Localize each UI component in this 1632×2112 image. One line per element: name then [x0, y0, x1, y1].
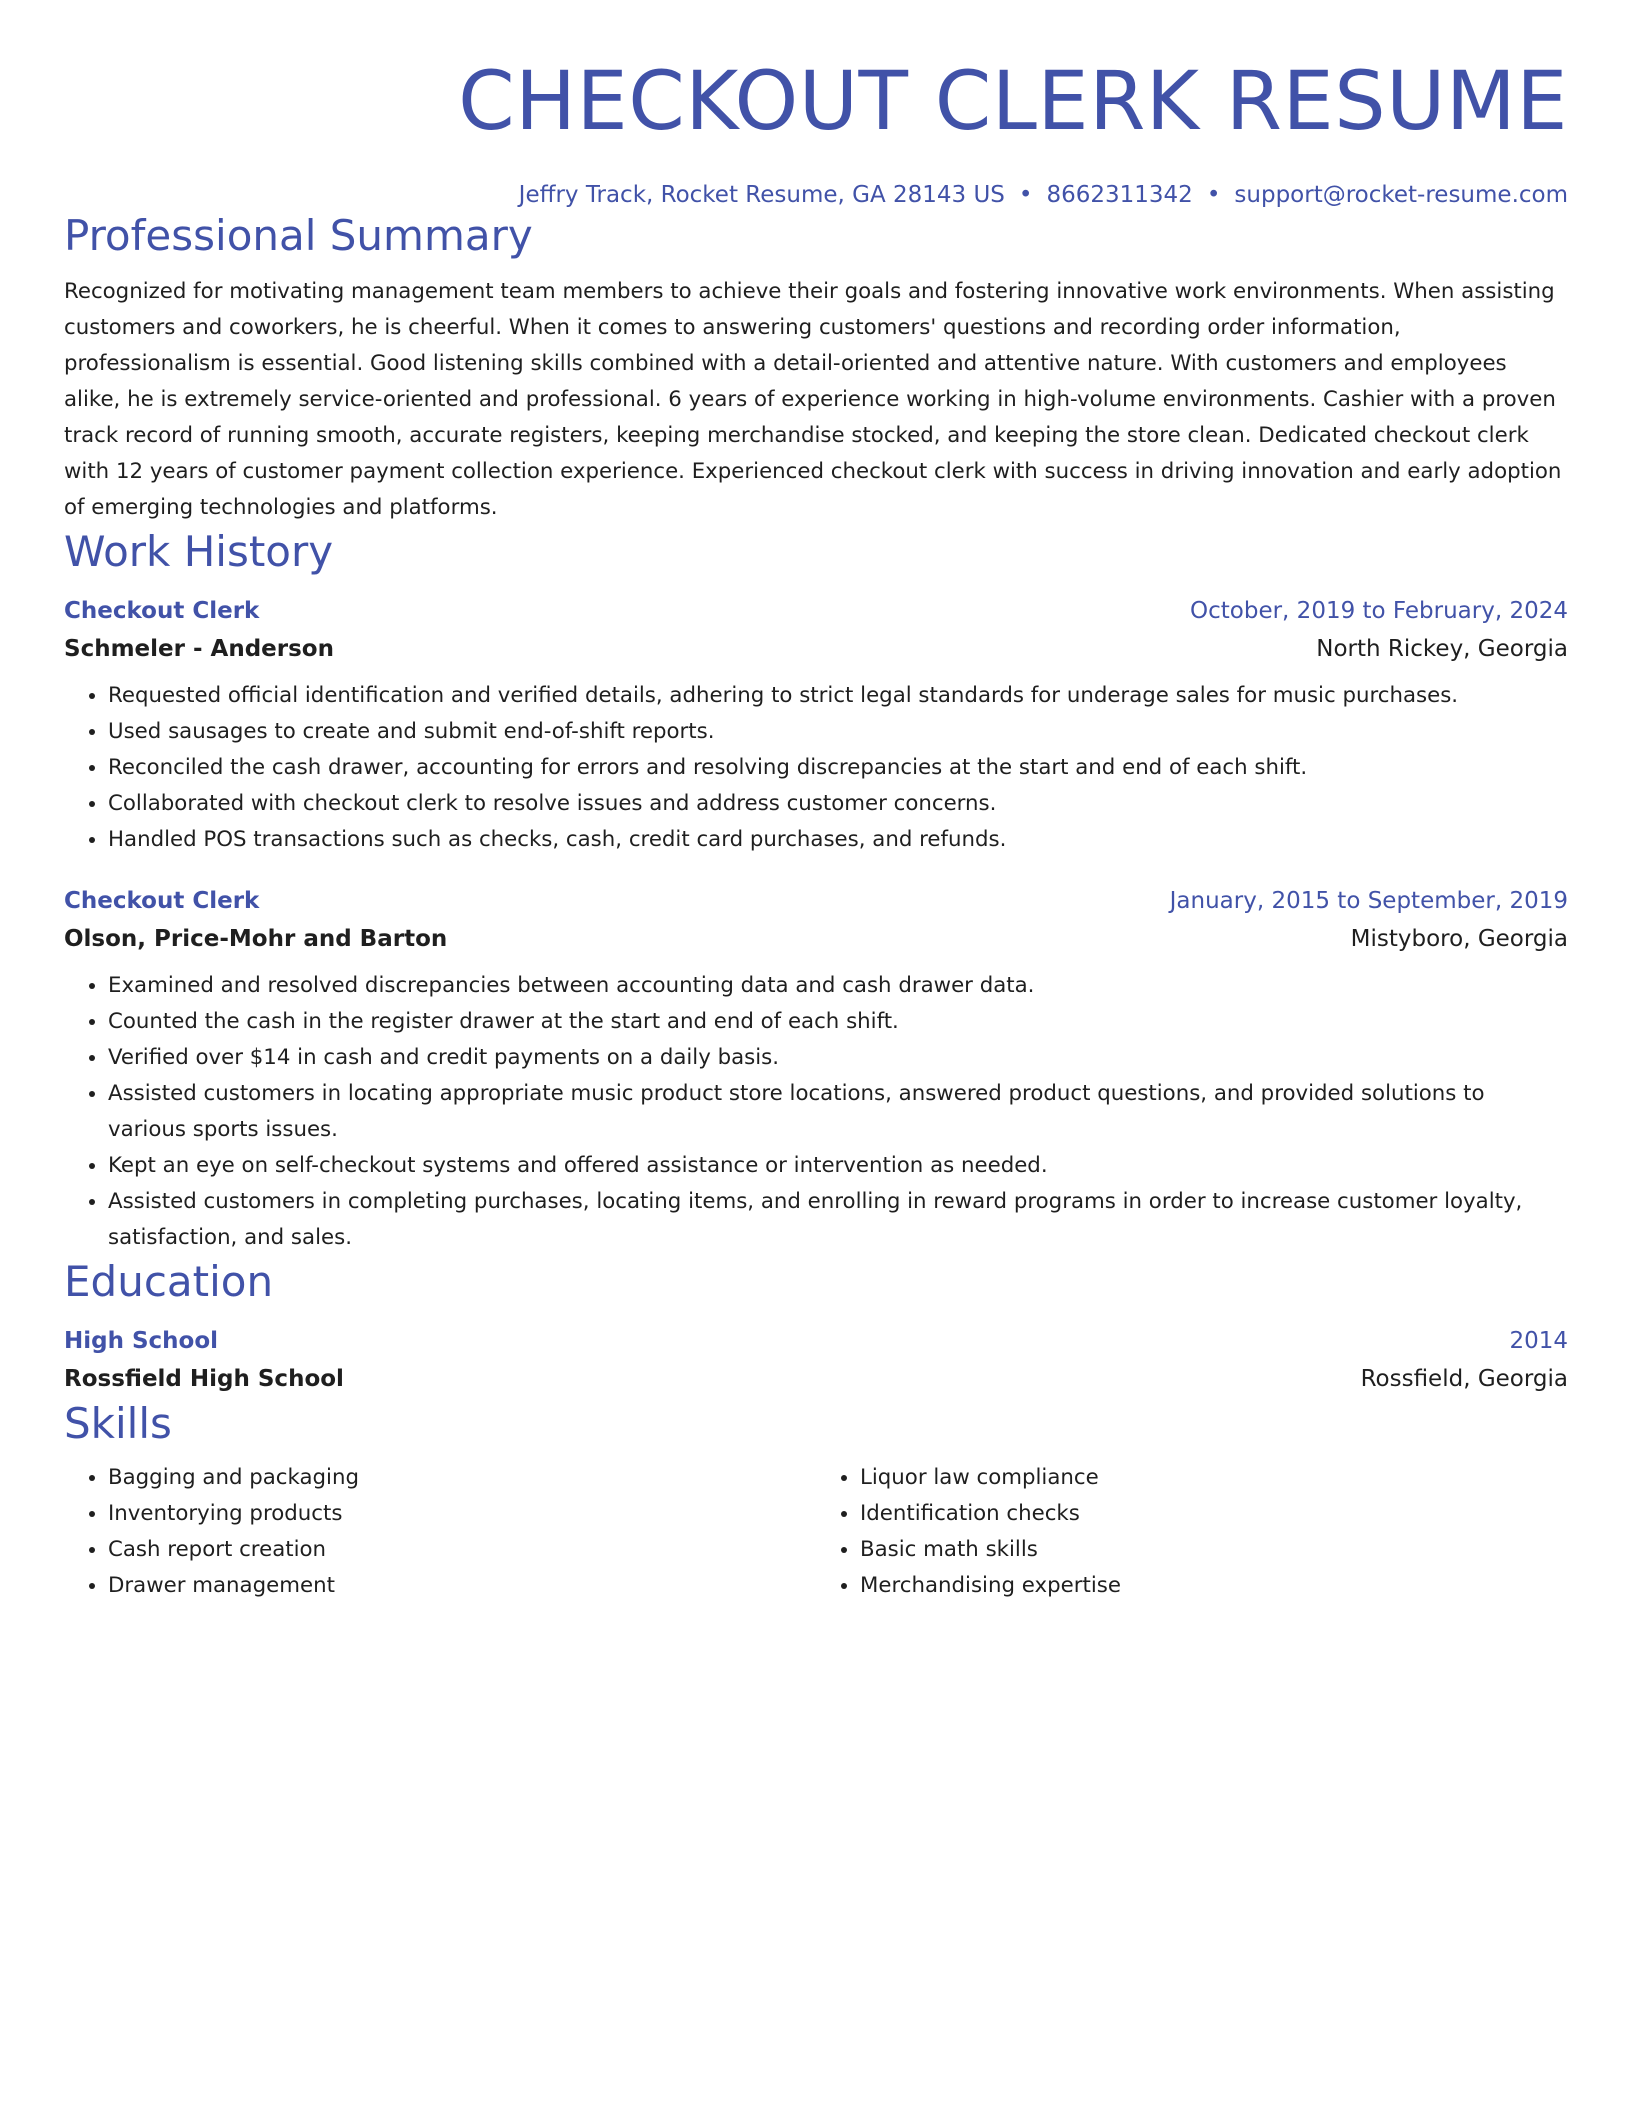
skill-item: • Drawer management [108, 1568, 816, 1604]
skill-item: • Cash report creation [108, 1532, 816, 1568]
skill-item: • Merchandising expertise [860, 1568, 1568, 1604]
job-location: North Rickey, Georgia [1316, 636, 1568, 662]
job-location: Mistyboro, Georgia [1350, 926, 1568, 952]
education-heading: Education [64, 1257, 274, 1306]
job-bullet: • Used sausages to create and submit end-of-shift reports. [108, 714, 1568, 750]
education-degree: High School [64, 1328, 219, 1354]
contact-separator: • [1206, 182, 1221, 208]
contact-address: Jeffry Track, Rocket Resume, GA 28143 US [518, 182, 1005, 208]
job-bullet: • Examined and resolved discrepancies between accounting data and cash drawer data. [108, 968, 1568, 1004]
job-entry [64, 592, 1568, 858]
job-title-row [64, 592, 1568, 630]
summary-heading: Professional Summary [64, 211, 533, 260]
job-bullet: • Verified over $14 in cash and credit payments on a daily basis. [108, 1040, 1568, 1076]
job-employer: Schmeler - Anderson [64, 636, 334, 662]
skill-item: • Bagging and packaging [108, 1460, 816, 1496]
education-degree-row [64, 1322, 1568, 1360]
skill-item: • Liquor law compliance [860, 1460, 1568, 1496]
job-entry [64, 882, 1568, 1256]
skill-item: • Inventorying products [108, 1496, 816, 1532]
job-bullet: • Reconciled the cash drawer, accounting for errors and resolving discrepancies at the start and end of each shift. [108, 750, 1568, 786]
work-history-heading: Work History [64, 527, 334, 576]
job-role: Checkout Clerk [64, 598, 260, 624]
education-school: Rossfield High School [64, 1366, 344, 1392]
job-title-row [64, 882, 1568, 920]
summary-text: Recognized for motivating management team members to achieve their goals and fostering innovative work environments. When assisting customers and coworkers, he is cheerful. When it comes to answering customers' questions and recording order information, professionalism is essential. Good listening skills combined with a detail-oriented and attentive nature. With customers and employees alike, he is extremely service-oriented and professional. 6 years of experience working in high-volume environments. Cashier with a proven track record of running smooth, accurate registers, keeping merchandise stocked, and keeping the store clean. Dedicated checkout clerk with 12 years of customer payment collection experience. Experienced checkout clerk with success in driving innovation and early adoption of emerging technologies and platforms. [64, 279, 1562, 520]
job-bullet: • Assisted customers in locating appropriate music product store locations, answered product questions, and provided solutions to various sports issues. [108, 1076, 1568, 1148]
education-entry [64, 1322, 1568, 1398]
skills-heading: Skills [64, 1399, 172, 1448]
education-school-row [64, 1360, 1568, 1398]
job-bullet: • Assisted customers in completing purchases, locating items, and enrolling in reward programs in order to increase customer loyalty, satisfaction, and sales. [108, 1184, 1568, 1256]
contact-separator: • [1018, 182, 1033, 208]
contact-email: support@rocket-resume.com [1234, 182, 1568, 208]
job-bullets [64, 678, 1568, 858]
job-bullet: • Counted the cash in the register drawer at the start and end of each shift. [108, 1004, 1568, 1040]
resume-title: CHECKOUT CLERK RESUME [458, 55, 1568, 149]
skill-item: • Identification checks [860, 1496, 1568, 1532]
job-dates: October, 2019 to February, 2024 [1190, 598, 1568, 624]
job-bullet: • Requested official identification and verified details, adhering to strict legal standards for underage sales for music purchases. [108, 678, 1568, 714]
education-location: Rossfield, Georgia [1360, 1366, 1568, 1392]
job-bullet: • Handled POS transactions such as checks, cash, credit card purchases, and refunds. [108, 822, 1568, 858]
job-employer: Olson, Price-Mohr and Barton [64, 926, 448, 952]
job-bullet: • Collaborated with checkout clerk to resolve issues and address customer concerns. [108, 786, 1568, 822]
skills-column-right [816, 1460, 1568, 1604]
job-dates: January, 2015 to September, 2019 [1169, 888, 1568, 914]
job-role: Checkout Clerk [64, 888, 260, 914]
resume-header [64, 52, 1568, 210]
skill-item: • Basic math skills [860, 1532, 1568, 1568]
skills-grid [64, 1460, 1568, 1604]
employer-row [64, 920, 1568, 958]
skills-column-left [64, 1460, 816, 1604]
employer-row [64, 630, 1568, 668]
contact-line [64, 180, 1568, 210]
education-year: 2014 [1509, 1328, 1568, 1354]
job-bullets [64, 968, 1568, 1256]
contact-phone: 8662311342 [1046, 182, 1193, 208]
job-bullet: • Kept an eye on self-checkout systems and offered assistance or intervention as needed. [108, 1148, 1568, 1184]
